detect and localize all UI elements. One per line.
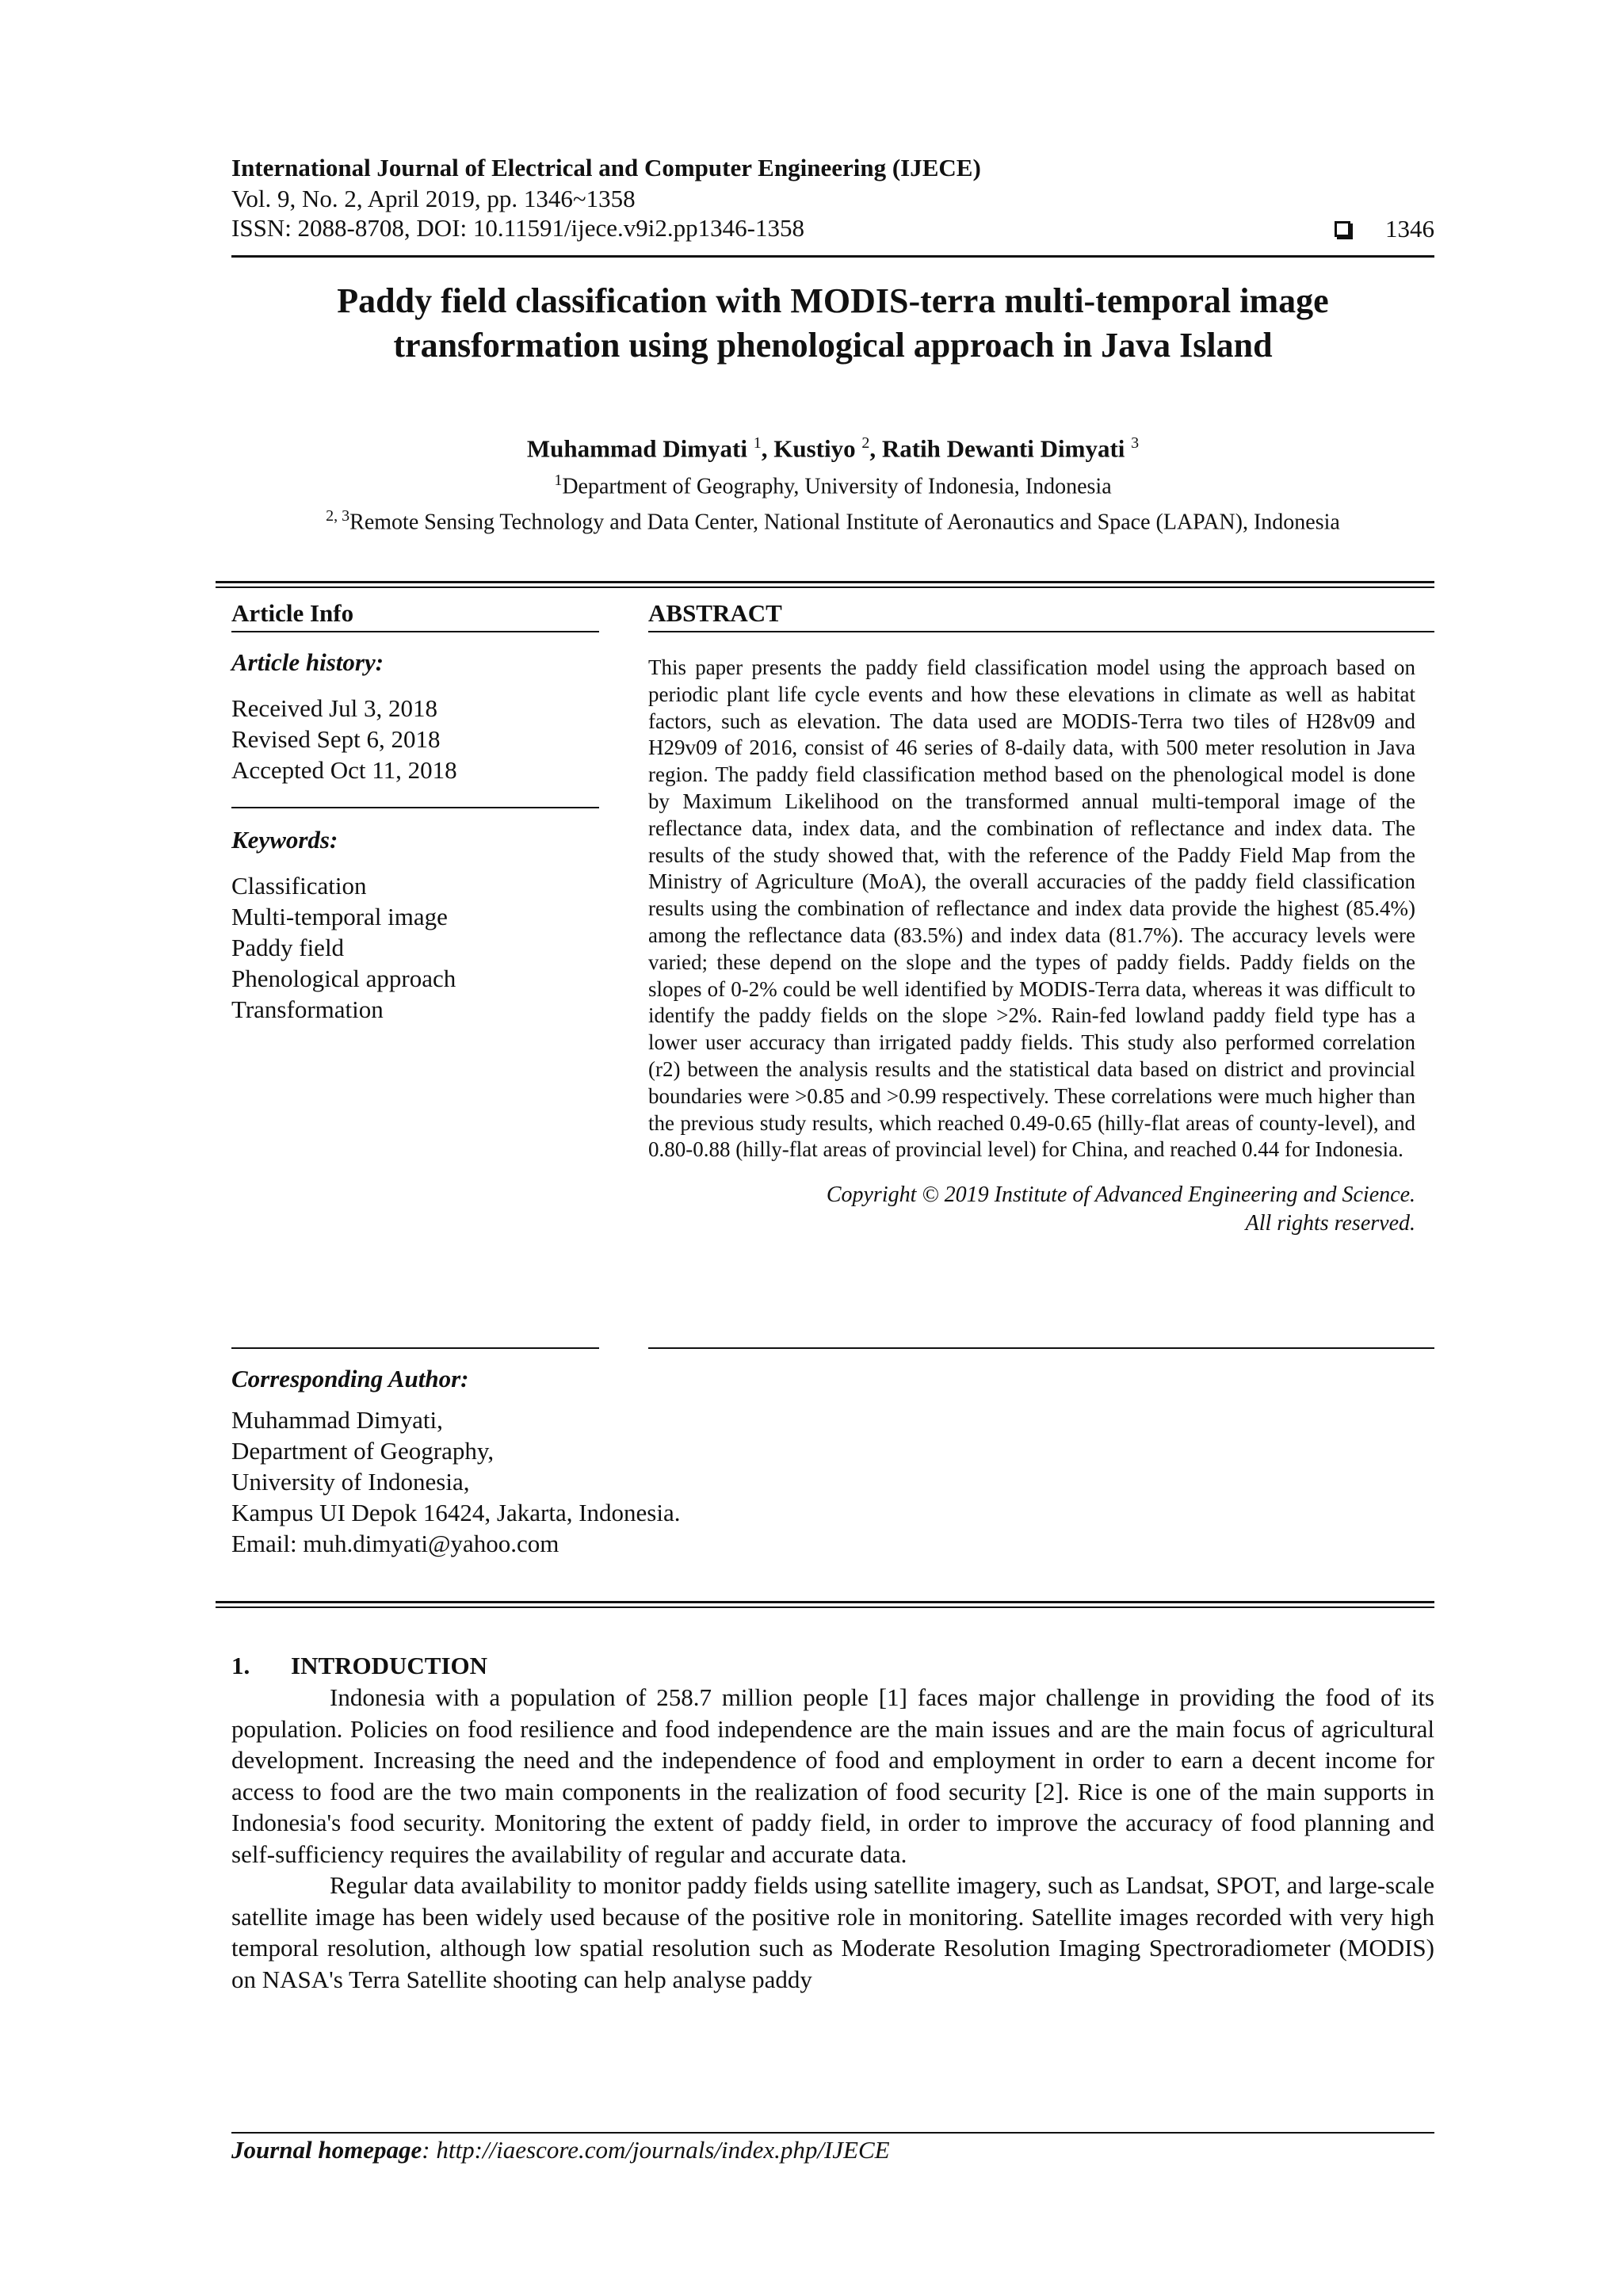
author-detail-line: Department of Geography, — [231, 1437, 495, 1465]
page-number: 1346 — [1385, 215, 1434, 243]
square-box-icon — [1335, 221, 1350, 237]
affiliation-marker: 1 — [554, 472, 563, 490]
journal-issn: ISSN: 2088-8708, DOI: 10.11591/ijece.v9i2.pp1346-1358 — [231, 214, 804, 242]
introduction-section — [231, 1650, 1434, 1995]
author-detail-line: University of Indonesia, — [231, 1468, 470, 1496]
author-name: Muhammad Dimyati — [526, 434, 747, 463]
copyright-notice — [648, 1181, 1415, 1238]
footer-separator: : — [422, 2136, 430, 2164]
history-item: Revised Sept 6, 2018 — [231, 725, 441, 753]
corresponding-author-heading: Corresponding Author: — [231, 1365, 469, 1392]
title-line: transformation using phenological approach in Java Island — [393, 326, 1273, 365]
section-title: INTRODUCTION — [291, 1652, 488, 1679]
divider — [231, 1347, 599, 1349]
author-affil-marker: 3 — [1131, 434, 1140, 452]
article-info-heading: Article Info — [231, 599, 354, 627]
journal-header — [231, 152, 1434, 243]
affiliation — [231, 466, 1434, 501]
keyword-list — [231, 870, 599, 1025]
journal-volume: Vol. 9, No. 2, April 2019, pp. 1346~1358 — [231, 185, 636, 212]
journal-homepage-link[interactable]: http://iaescore.com/journals/index.php/IJECE — [436, 2136, 890, 2164]
divider — [231, 807, 599, 808]
header-divider — [231, 255, 1434, 258]
journal-name: International Journal of Electrical and Computer Engineering (IJECE) — [231, 154, 981, 181]
article-history-heading: Article history: — [231, 648, 384, 676]
article-info-column — [231, 596, 599, 1025]
keyword: Phenological approach — [231, 965, 456, 992]
section-heading — [231, 1650, 1434, 1682]
affiliation-marker: 2, 3 — [326, 506, 350, 525]
author-list: Muhammad Dimyati $^1$, Kustiyo $^2$, Ratih Dewanti Dimyati $^3$ — [526, 434, 1140, 463]
author-block — [231, 426, 1434, 537]
author-email: Email: muh.dimyati@yahoo.com — [231, 1530, 559, 1557]
paper-title — [231, 279, 1434, 368]
keywords-heading: Keywords: — [231, 826, 338, 854]
copyright-line: All rights reserved. — [1245, 1211, 1415, 1236]
keyword: Classification — [231, 872, 367, 900]
body-paragraph: Indonesia with a population of 258.7 million people [1] faces major challenge in providing the food of its population. Policies on food resilience and food independence are the main issues and are the main focus of agricultural development. Increasing the need and the independence of food and employment in order to earn a decent income for access to food are the two main components in the realization of food security [2]. Rice is one of the main supports in Indonesia's food security. Monitoring the extent of paddy field, in order to improve the accuracy of food planning and self-sufficiency requires the availability of regular and accurate data. — [231, 1683, 1434, 1868]
divider — [231, 631, 599, 632]
affiliation-text: Department of Geography, University of Indonesia, Indonesia — [562, 474, 1112, 499]
footer-label: Journal homepage — [231, 2136, 422, 2164]
author-affil-marker: 2 — [861, 434, 870, 452]
copyright-line: Copyright © 2019 Institute of Advanced Engineering and Science. — [826, 1182, 1415, 1208]
keyword: Transformation — [231, 995, 384, 1023]
footer-divider — [231, 2132, 1434, 2134]
author-detail-line: Muhammad Dimyati, — [231, 1406, 443, 1434]
author-name: Kustiyo — [773, 434, 856, 463]
keyword: Multi-temporal image — [231, 903, 448, 930]
section-number: 1. — [231, 1652, 250, 1679]
affiliation — [231, 502, 1434, 537]
article-history — [231, 693, 599, 785]
divider — [648, 631, 1434, 632]
title-line: Paddy field classification with MODIS-terra multi-temporal image — [337, 281, 1329, 320]
history-item: Received Jul 3, 2018 — [231, 694, 438, 722]
info-box-bottom-rule — [216, 1601, 1434, 1608]
abstract-heading: ABSTRACT — [648, 599, 782, 627]
page-footer — [231, 2134, 890, 2166]
keyword: Paddy field — [231, 934, 345, 961]
abstract-column — [648, 596, 1434, 1238]
author-detail-line: Kampus UI Depok 16424, Jakarta, Indonesia. — [231, 1499, 681, 1526]
author-name: Ratih Dewanti Dimyati — [881, 434, 1125, 463]
affiliation-text: Remote Sensing Technology and Data Center, National Institute of Aeronautics and Space (LAPAN), Indonesia — [349, 509, 1340, 534]
history-item: Accepted Oct 11, 2018 — [231, 756, 457, 784]
page-marker — [1335, 214, 1434, 243]
abstract-text: This paper presents the paddy field classification model using the approach based on periodic plant life cycle events and how these elevations in climate as well as habitat factors, such as elevation. The data used are MODIS-Terra two tiles of H28v09 and H29v09 of 2016, consist of 46 series of 8-daily data, with 500 meter resolution in Java region. The paddy field classification method based on the phenological model is done by Maximum Likelihood on the transformed annual multi-temporal image of the reflectance data, index data, and the combination of reflectance and index data. The results of the study showed that, with the reference of the Paddy Field Map from the Ministry of Agriculture (MoA), the overall accuracies of the paddy field classification results using the combination of reflectance and index data provide the highest (85.4%) among the reflectance data (83.5%) and index data (81.7%). The accuracy levels were varied; these depend on the slope and the types of paddy fields. Paddy fields on the slopes of 0-2% could be well identified by MODIS-Terra data, whereas it was difficult to identify the paddy fields on the slope >2%. Rain-fed lowland paddy field type has a lower user accuracy than irrigated paddy fields. This study also performed correlation (r2) between the analysis results and the statistical data based on district and provincial boundaries were >0.85 and >0.99 respectively. These correlations were much higher than the previous study results, which reached 0.49-0.65 (hilly-flat areas of county-level), and 0.80-0.88 (hilly-flat areas of provincial level) for China, and reached 0.44 for Indonesia. — [648, 655, 1415, 1162]
corresponding-author-details — [231, 1404, 1024, 1559]
author-affil-marker: 1 — [753, 434, 762, 452]
divider — [648, 1347, 1434, 1349]
info-box-top-rule — [216, 581, 1434, 588]
body-paragraph: Regular data availability to monitor paddy fields using satellite imagery, such as Landsat, SPOT, and large-scale satellite image has been widely used because of the positive role in monitoring. Satellite images recorded with very high temporal resolution, although low spatial resolution such as Moderate Resolution Imaging Spectroradiometer (MODIS) on NASA's Terra Satellite shooting can help analyse paddy — [231, 1871, 1434, 1993]
corresponding-author — [231, 1363, 1024, 1559]
